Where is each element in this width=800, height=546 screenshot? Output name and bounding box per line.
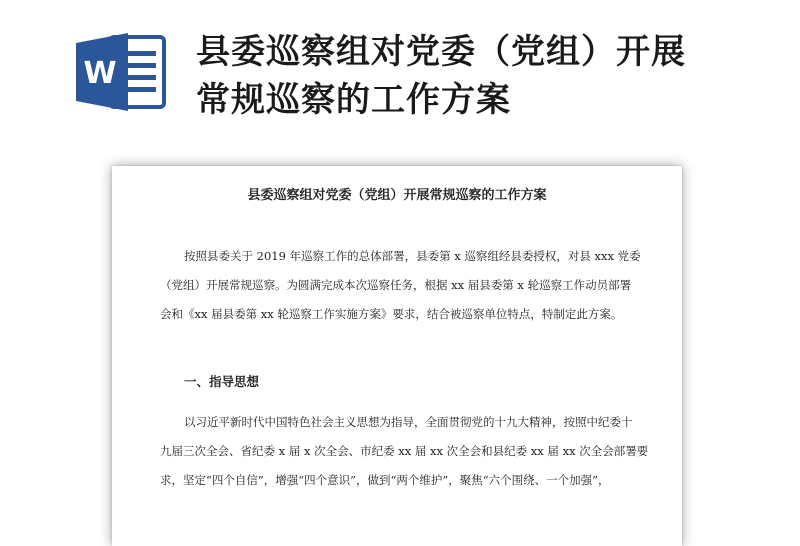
section-heading: 一、指导思想 [184,374,260,389]
paragraph-line: 九届三次全会、省纪委 x 届 x 次全会、市纪委 xx 届 xx 次全会和县纪委 xx 届 xx 次全会部署要 [160,444,649,458]
paragraph-line: 求，坚定“四个自信”，增强“四个意识”，做到“两个维护”，聚焦“六个围绕、一个加强”， [160,473,610,487]
page-title [196,28,786,124]
title-line-2: 常规巡察的工作方案 [196,80,511,120]
title-line-1: 县委巡察组对党委（党组）开展 [196,32,686,72]
document-title: 县委巡察组对党委（党组）开展常规巡察的工作方案 [247,188,547,203]
paragraph-line: 按照县委关于 2019 年巡察工作的总体部署，县委第 x 巡察组经县委授权，对县 xxx 党委 [184,249,641,263]
paragraph-line: 会和《xx 届县委第 xx 轮巡察工作实施方案》要求，结合被巡察单位特点，特制定此方案。 [160,307,623,321]
word-icon [76,33,166,111]
paragraph-line: 以习近平新时代中国特色社会主义思想为指导，全面贯彻党的十九大精神，按照中纪委十 [184,415,633,429]
document-page [112,166,682,546]
paragraph-line: （党组）开展常规巡察。为圆满完成本次巡察任务，根据 xx 届县委第 x 轮巡察工作动员部署 [160,278,632,292]
paragraph-intro [160,242,641,329]
paragraph-guiding-ideology [160,408,649,495]
header [0,0,800,150]
word-icon-letter: W [83,56,117,91]
